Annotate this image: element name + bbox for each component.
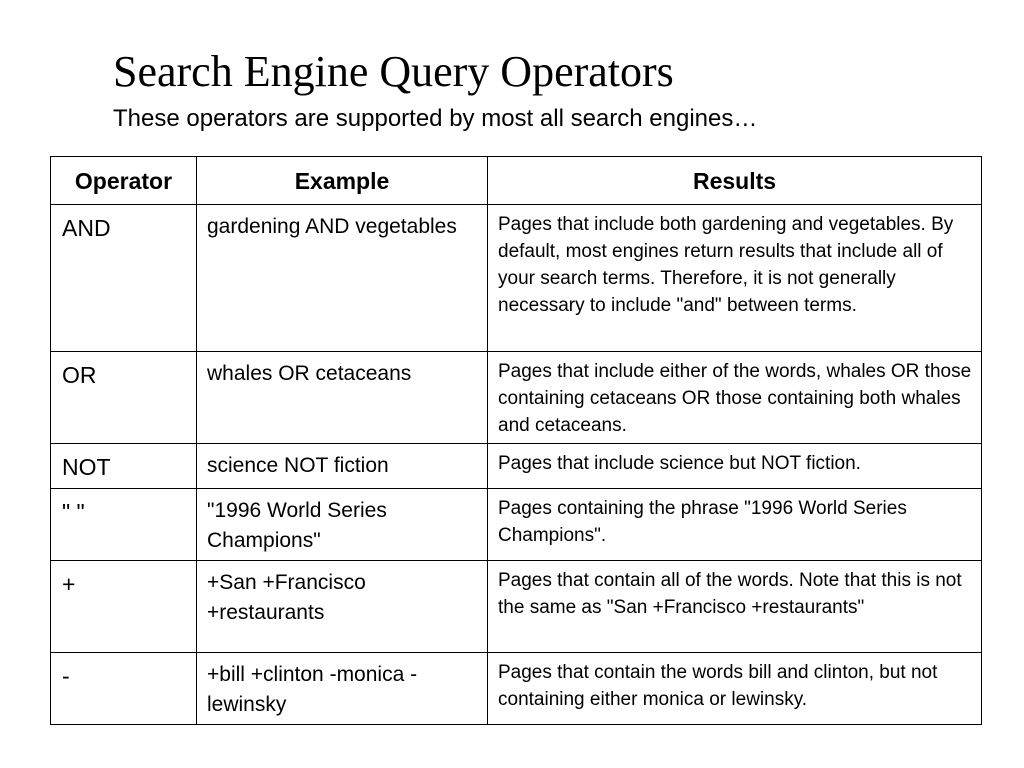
table-row: [51, 653, 982, 725]
example-cell: +San +Francisco +restaurants: [197, 561, 488, 653]
column-header-operator: Operator: [51, 157, 197, 205]
example-cell: +bill +clinton -monica -lewinsky: [197, 653, 488, 725]
example-cell: science NOT fiction: [197, 444, 488, 489]
column-header-example: Example: [197, 157, 488, 205]
operator-cell: +: [51, 561, 197, 653]
table-header-row: [51, 157, 982, 205]
operators-table: [50, 156, 982, 725]
column-header-results: Results: [488, 157, 982, 205]
results-cell: Pages that contain the words bill and clinton, but not containing either monica or lewinsky.: [488, 653, 982, 725]
operator-cell: -: [51, 653, 197, 725]
table-row: [51, 352, 982, 444]
results-cell: Pages that contain all of the words. Note that this is not the same as "San +Francisco +restaurants": [488, 561, 982, 653]
results-cell: Pages that include both gardening and vegetables. By default, most engines return results that include all of your search terms. Therefore, it is not generally necessary to include "and" between terms.: [488, 205, 982, 352]
table-row: [51, 205, 982, 352]
operator-cell: OR: [51, 352, 197, 444]
results-cell: Pages containing the phrase "1996 World Series Champions".: [488, 489, 982, 561]
operator-cell: AND: [51, 205, 197, 352]
example-cell: "1996 World Series Champions": [197, 489, 488, 561]
table-row: [51, 561, 982, 653]
slide-subtitle: These operators are supported by most all search engines…: [113, 105, 758, 132]
table-row: [51, 489, 982, 561]
operator-cell: NOT: [51, 444, 197, 489]
results-cell: Pages that include science but NOT fiction.: [488, 444, 982, 489]
example-cell: gardening AND vegetables: [197, 205, 488, 352]
results-cell: Pages that include either of the words, whales OR those containing cetaceans OR those containing both whales and cetaceans.: [488, 352, 982, 444]
slide-title: Search Engine Query Operators: [113, 47, 674, 96]
operator-cell: " ": [51, 489, 197, 561]
table-row: [51, 444, 982, 489]
example-cell: whales OR cetaceans: [197, 352, 488, 444]
